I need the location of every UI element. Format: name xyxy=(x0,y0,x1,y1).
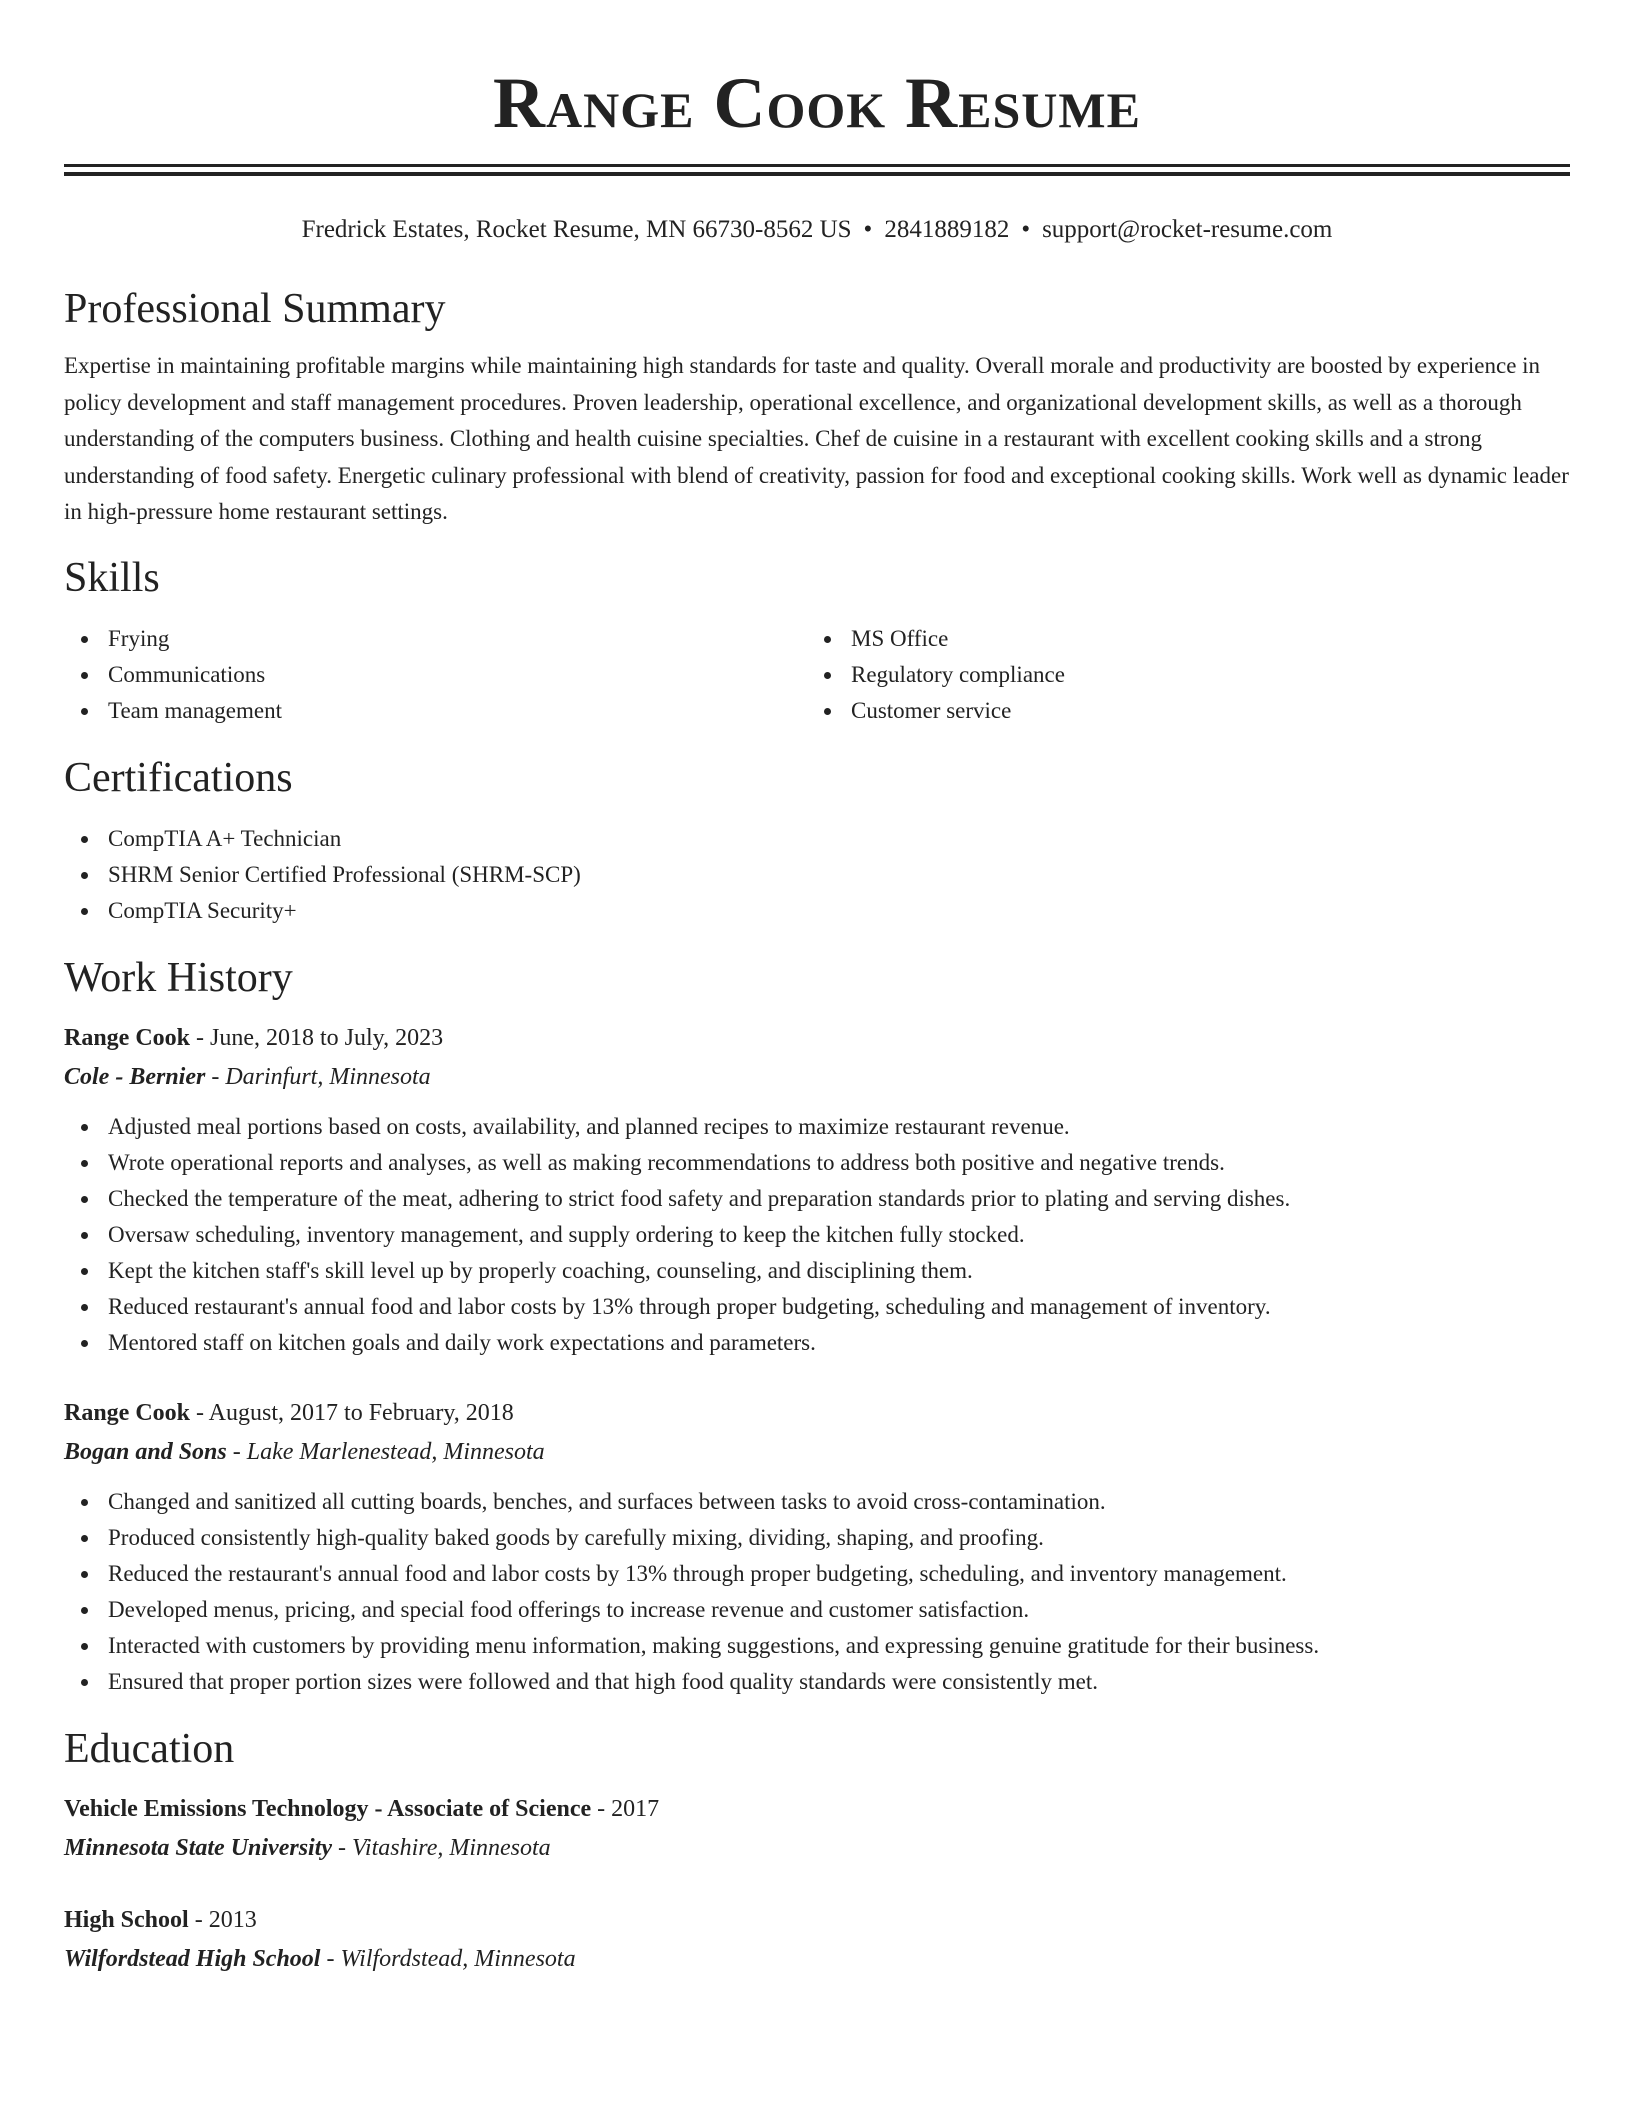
education-entry xyxy=(64,1790,1570,1868)
job-company-line xyxy=(64,1058,1570,1097)
duty-item: Checked the temperature of the meat, adhering to strict food safety and preparation standards prior to plating and serving dishes. xyxy=(64,1181,1570,1217)
job-entry xyxy=(64,1019,1570,1361)
job-entry xyxy=(64,1394,1570,1700)
resume-page xyxy=(64,0,1570,1979)
duty-item: Mentored staff on kitchen goals and daily work expectations and parameters. xyxy=(64,1325,1570,1361)
skills-heading: Skills xyxy=(64,554,160,601)
job-company: Bogan and Sons xyxy=(64,1438,227,1465)
skill-item: Regulatory compliance xyxy=(807,657,1550,693)
duty-item: Ensured that proper portion sizes were followed and that high food quality standards were consistently met. xyxy=(64,1664,1570,1700)
job-duties-list xyxy=(64,1109,1570,1361)
duty-item: Changed and sanitized all cutting boards, benches, and surfaces between tasks to avoid cross-contamination. xyxy=(64,1484,1570,1520)
certifications-heading: Certifications xyxy=(64,754,293,801)
skill-item: Communications xyxy=(64,657,807,693)
skill-item: Customer service xyxy=(807,693,1550,729)
summary-text: Expertise in maintaining profitable margins while maintaining high standards for taste and quality. Overall morale and productivity are boosted by experience in policy development and staff management procedures. Proven leadership, operational excellence, and organizational development skills, as well as a thorough understanding of the computers business. Clothing and health cuisine specialties. Chef de cuisine in a restaurant with excellent cooking skills and a strong understanding of food safety. Energetic culinary professional with blend of creativity, passion for food and exceptional cooking skills. Work well as dynamic leader in high-pressure home restaurant settings. xyxy=(64,353,1569,524)
job-dates: - August, 2017 to February, 2018 xyxy=(190,1399,514,1426)
contact-address: Fredrick Estates, Rocket Resume, MN 66730-8562 US xyxy=(301,216,852,243)
contact-separator: • xyxy=(863,216,873,243)
duty-item: Produced consistently high-quality baked goods by carefully mixing, dividing, shaping, and proofing. xyxy=(64,1520,1570,1556)
education-entry xyxy=(64,1901,1570,1979)
education-location: - Vitashire, Minnesota xyxy=(332,1834,551,1861)
education-degree-line xyxy=(64,1790,1570,1829)
contact-phone: 2841889182 xyxy=(884,216,1010,243)
duty-item: Developed menus, pricing, and special food offerings to increase revenue and customer satisfaction. xyxy=(64,1592,1570,1628)
certification-item: CompTIA Security+ xyxy=(64,893,1570,929)
duty-item: Interacted with customers by providing menu information, making suggestions, and expressing genuine gratitude for their business. xyxy=(64,1628,1570,1664)
duty-item: Kept the kitchen staff's skill level up by properly coaching, counseling, and disciplining them. xyxy=(64,1253,1570,1289)
education-school: Wilfordstead High School xyxy=(64,1945,321,1972)
work-history-heading: Work History xyxy=(64,954,293,1001)
skill-item: Frying xyxy=(64,621,807,657)
contact-line xyxy=(64,214,1570,246)
summary-heading: Professional Summary xyxy=(64,286,446,332)
education-school-line xyxy=(64,1829,1570,1868)
job-title-line xyxy=(64,1394,1570,1433)
education-location: - Wilfordstead, Minnesota xyxy=(320,1945,576,1972)
certifications-list xyxy=(64,821,1570,929)
education-year: - 2017 xyxy=(591,1795,660,1822)
education-year: - 2013 xyxy=(188,1906,257,1933)
job-company: Cole - Bernier xyxy=(64,1063,206,1090)
education-school: Minnesota State University xyxy=(64,1834,333,1861)
job-title-line xyxy=(64,1019,1570,1058)
duty-item: Reduced the restaurant's annual food and labor costs by 13% through proper budgeting, scheduling, and inventory management. xyxy=(64,1556,1570,1592)
skill-item: Team management xyxy=(64,693,807,729)
skill-item: MS Office xyxy=(807,621,1550,657)
education-school-line xyxy=(64,1940,1570,1979)
certification-item: CompTIA A+ Technician xyxy=(64,821,1570,857)
duty-item: Reduced restaurant's annual food and labor costs by 13% through proper budgeting, scheduling and management of inventory. xyxy=(64,1289,1570,1325)
duty-item: Wrote operational reports and analyses, as well as making recommendations to address both positive and negative trends. xyxy=(64,1145,1570,1181)
job-company-line xyxy=(64,1433,1570,1472)
contact-email: support@rocket-resume.com xyxy=(1042,216,1333,243)
title-rule-thin xyxy=(64,172,1570,176)
job-duties-list xyxy=(64,1484,1570,1700)
education-degree: Vehicle Emissions Technology - Associate of Science xyxy=(64,1795,592,1822)
skills-right-list xyxy=(807,621,1550,729)
job-location: - Darinfurt, Minnesota xyxy=(205,1063,431,1090)
skills-columns xyxy=(64,621,1570,729)
job-location: - Lake Marlenestead, Minnesota xyxy=(226,1438,545,1465)
skills-left-list xyxy=(64,621,807,729)
job-title: Range Cook xyxy=(64,1399,191,1426)
resume-title: Range Cook Resume xyxy=(493,63,1141,143)
certification-item: SHRM Senior Certified Professional (SHRM-SCP) xyxy=(64,857,1570,893)
education-degree: High School xyxy=(64,1906,189,1933)
duty-item: Oversaw scheduling, inventory management, and supply ordering to keep the kitchen fully stocked. xyxy=(64,1217,1570,1253)
education-degree-line xyxy=(64,1901,1570,1940)
duty-item: Adjusted meal portions based on costs, availability, and planned recipes to maximize restaurant revenue. xyxy=(64,1109,1570,1145)
job-dates: - June, 2018 to July, 2023 xyxy=(190,1024,444,1051)
contact-separator: • xyxy=(1021,216,1031,243)
education-heading: Education xyxy=(64,1725,235,1772)
job-title: Range Cook xyxy=(64,1024,191,1051)
